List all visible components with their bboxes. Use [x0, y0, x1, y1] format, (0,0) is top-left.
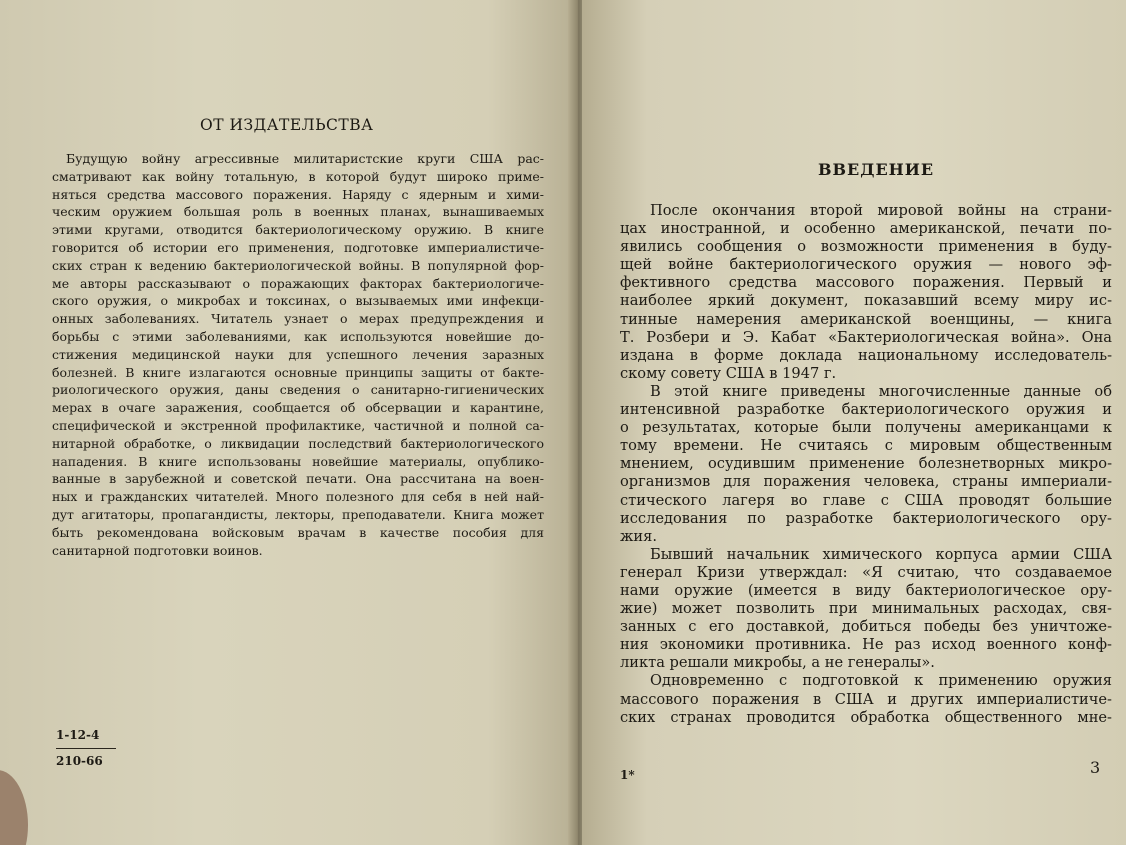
- text-line: скому совету США в 1947 г.: [620, 364, 837, 382]
- text-line: ме авторы рассказывают о поражающих факторах бактериологиче-: [52, 275, 544, 291]
- text-line: ского оружия, о микробах и токсинах, о вызываемых ими инфекци-: [52, 293, 544, 309]
- thumb-shadow: [0, 770, 28, 845]
- catalog-code-top: 1-12-4: [56, 728, 100, 742]
- text-line: дут агитаторы, пропагандисты, лекторы, преподаватели. Книга может: [52, 506, 544, 522]
- text-line: няться средства массового поражения. Наряду с ядерным и хими-: [52, 186, 544, 202]
- introduction-text: [620, 202, 1112, 727]
- text-line: нападения. В книге использованы новейшие материалы, опублико-: [52, 453, 544, 469]
- text-line: ских стран к ведению бактериологической войны. В популярной фор-: [52, 257, 544, 273]
- text-line: ния экономики противника. Не раз исход военного конф-: [620, 636, 1112, 654]
- text-line: Одновременно с подготовкой к применению оружия: [650, 672, 1112, 690]
- text-line: говорится об истории его применения, подготовке империалистиче-: [52, 239, 544, 255]
- text-line: этими кругами, отводится бактериологическому оружию. В книге: [52, 222, 544, 238]
- signature-mark: 1*: [620, 768, 635, 782]
- text-line: специфической и экстренной профилактике, частичной и полной са-: [52, 417, 544, 433]
- text-line: риологического оружия, даны сведения о санитарно-гигиенических: [52, 382, 544, 398]
- text-line: наиболее яркий документ, показавший всему миру ис-: [620, 292, 1112, 310]
- text-line: ванные в зарубежной и советской печати. Она рассчитана на воен-: [52, 471, 544, 487]
- text-line: жия.: [620, 527, 657, 545]
- text-line: явились сообщения о возможности применения в буду-: [620, 238, 1112, 256]
- text-line: В этой книге приведены многочисленные данные об: [650, 382, 1112, 400]
- text-line: массового поражения в США и других империалистиче-: [620, 690, 1112, 708]
- text-line: занных с его доставкой, добиться победы без уничтоже-: [620, 618, 1112, 636]
- text-line: ческим оружием большая роль в военных планах, вынашиваемых: [52, 204, 544, 220]
- text-line: жие) может позволить при минимальных расходах, свя-: [620, 600, 1112, 618]
- text-line: стического лагеря во главе с США проводят большие: [620, 491, 1112, 509]
- text-line: щей войне бактериологического оружия — нового эф-: [620, 256, 1112, 274]
- text-line: мерах в очаге заражения, сообщается об обсервации и карантине,: [52, 400, 544, 416]
- text-line: о результатах, которые были получены американцами к: [620, 419, 1112, 437]
- text-line: санитарной подготовки воинов.: [52, 542, 263, 558]
- text-line: нитарной обработке, о ликвидации последствий бактериологического: [52, 435, 544, 451]
- text-line: интенсивной разработке бактериологического оружия и: [620, 401, 1112, 419]
- text-line: Т. Розбери и Э. Кабат «Бактериологическая война». Она: [620, 328, 1112, 346]
- text-line: ликта решали микробы, а не генералы».: [620, 654, 935, 672]
- text-line: генерал Кризи утверждал: «Я считаю, что создаваемое: [620, 563, 1112, 581]
- publisher-note-text: [52, 150, 544, 559]
- text-line: тинные намерения американской военщины, — книга: [620, 310, 1112, 328]
- text-line: мнением, осудившим применение болезнетворных микро-: [620, 455, 1112, 473]
- text-line: фективного средства массового поражения. Первый и: [620, 274, 1112, 292]
- text-line: Будущую войну агрессивные милитаристские круги США рас-: [66, 151, 544, 166]
- page-number: 3: [1090, 758, 1101, 777]
- text-line: борьбы с этими заболеваниями, как используются новейшие до-: [52, 328, 544, 344]
- text-line: цах иностранной, и особенно американской, печати по-: [620, 220, 1112, 238]
- text-line: болезней. В книге излагаются основные принципы защиты от бакте-: [52, 364, 544, 380]
- text-line: исследования по разработке бактериологического ору-: [620, 509, 1112, 527]
- text-line: быть рекомендована войсковым врачам в качестве пособия для: [52, 524, 544, 540]
- text-line: тому времени. Не считаясь с мировым общественным: [620, 437, 1112, 455]
- text-line: ских странах проводится обработка общественного мне-: [620, 708, 1112, 726]
- text-line: нами оружие (имеется в виду бактериологическое ору-: [620, 581, 1112, 599]
- text-line: стижения медицинской науки для успешного лечения заразных: [52, 346, 544, 362]
- introduction-heading: ВВЕДЕНИЕ: [818, 160, 935, 179]
- publisher-note-heading: ОТ ИЗДАТЕЛЬСТВА: [200, 116, 374, 134]
- text-line: издана в форме доклада национальному исследователь-: [620, 346, 1112, 364]
- text-line: сматривают как войну тотальную, в которой будут широко приме-: [52, 168, 544, 184]
- catalog-code-bottom: 210-66: [56, 754, 103, 768]
- text-line: ных и гражданских читателей. Много полезного для себя в ней най-: [52, 489, 544, 505]
- text-line: организмов для поражения человека, страны империали-: [620, 473, 1112, 491]
- text-line: Бывший начальник химического корпуса армии США: [650, 545, 1112, 563]
- text-line: После окончания второй мировой войны на страни-: [650, 202, 1112, 219]
- catalog-code-rule: [56, 748, 116, 749]
- text-line: онных заболеваниях. Читатель узнает о мерах предупреждения и: [52, 311, 544, 327]
